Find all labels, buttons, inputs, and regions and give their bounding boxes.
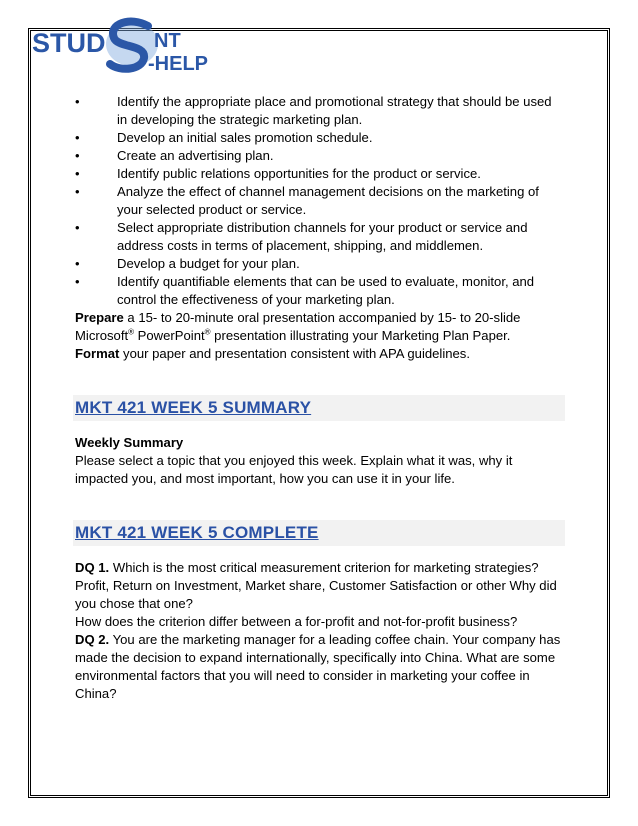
dq1-label: DQ 1. <box>75 560 110 575</box>
list-item: •Develop a budget for your plan. <box>75 255 565 273</box>
registered-mark: ® <box>128 327 135 337</box>
bullet-dot <box>75 165 117 183</box>
registered-mark: ® <box>204 327 211 337</box>
prepare-paragraph: Prepare a 15- to 20-minute oral presentation accompanied by 15- to 20-slide Microsoft® PowerPoint® presentation illustrating your Marketing Plan Paper. <box>75 310 521 343</box>
logo-graphic <box>30 14 240 80</box>
list-item: •Develop an initial sales promotion schedule. <box>75 129 565 147</box>
format-label: Format <box>75 346 120 361</box>
complete-heading-bar <box>73 520 565 546</box>
format-paragraph: Format your paper and presentation consistent with APA guidelines. <box>75 346 470 361</box>
dq1-paragraph: DQ 1. Which is the most critical measurement criterion for marketing strategies? Profit, Return on Investment, Market share, Customer Satisfaction or other Why did you chose that one? <box>75 560 557 611</box>
logo-text-stud: STUD <box>32 28 106 58</box>
bullet-dot <box>75 147 117 165</box>
bullet-dot <box>75 183 117 201</box>
bullet-dot <box>75 255 117 273</box>
student-help-logo[interactable] <box>30 14 240 80</box>
dq2-paragraph: DQ 2. You are the marketing manager for a leading coffee chain. Your company has made the decision to expand internationally, specifically into China. What are some environmental factors that you will need to consider in marketing your coffee in China? <box>75 632 561 701</box>
list-item: •Identify public relations opportunities for the product or service. <box>75 165 565 183</box>
bullet-dot <box>75 273 117 291</box>
logo-text-help: -HELP <box>148 53 208 75</box>
summary-heading-bar <box>73 395 565 421</box>
dq2-label: DQ 2. <box>75 632 110 647</box>
summary-subheading: Weekly Summary <box>75 435 184 450</box>
list-item: •Create an advertising plan. <box>75 147 565 165</box>
complete-section <box>75 559 565 703</box>
summary-heading[interactable]: MKT 421 WEEK 5 SUMMARY <box>75 398 312 417</box>
prepare-label: Prepare <box>75 310 124 325</box>
bullet-dot <box>75 93 117 111</box>
document-body <box>75 93 565 703</box>
list-item: •Select appropriate distribution channels for your product or service and address costs in terms of placement, shipping, and middlemen. <box>75 219 565 255</box>
complete-heading[interactable]: MKT 421 WEEK 5 COMPLETE <box>75 523 319 542</box>
summary-text: Please select a topic that you enjoyed this week. Explain what it was, why it impacted you, and most important, how you can use it in your life. <box>75 453 513 486</box>
summary-section <box>75 434 565 488</box>
dq1-followup: How does the criterion differ between a for-profit and not-for-profit business? <box>75 614 518 629</box>
logo-text-nt: NT <box>154 30 181 52</box>
list-item: •Identify the appropriate place and promotional strategy that should be used in developing the strategic marketing plan. <box>75 93 565 129</box>
bullet-dot <box>75 219 117 237</box>
list-item: •Identify quantifiable elements that can be used to evaluate, monitor, and control the effectiveness of your marketing plan. <box>75 273 565 309</box>
bullet-dot <box>75 129 117 147</box>
list-item: •Analyze the effect of channel management decisions on the marketing of your selected product or service. <box>75 183 565 219</box>
